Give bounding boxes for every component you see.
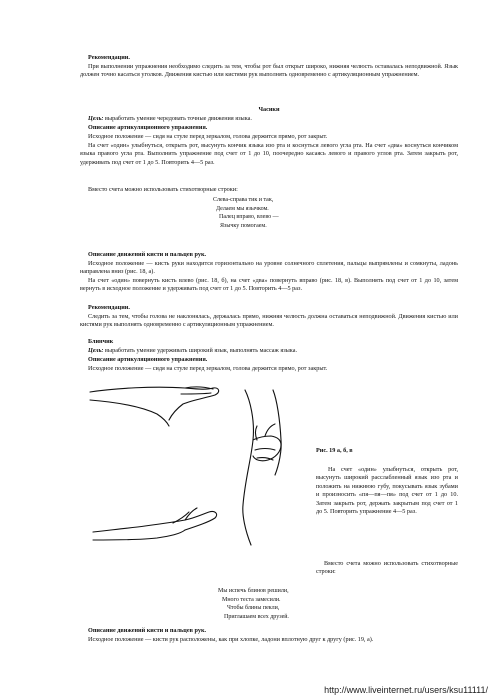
chasiki-goal xyxy=(88,115,252,123)
goal-text: выработать умение чередовать точные движения языка. xyxy=(105,115,252,122)
chasiki-hands-title: Описание движений кисти и пальцев рук. xyxy=(88,251,207,258)
chasiki-p2: На счет «один» улыбнуться, открыть рот, высунуть кончик языка изо рта и коснуться левого угла рта. На счет «два» коснуться кончиком языка правого угла рта. Выполнить упражнение под счет от 1 до 10, поочередно касаясь левого и правого углов рта. Затем закрыть рот, удерживать под счет от 1 до 5. Повторить 4—5 раз. xyxy=(80,142,458,166)
poem-line: Язычку помогаем. xyxy=(220,222,267,229)
flat-hand-palm xyxy=(90,400,169,426)
blinchik-artic-title: Описание артикуляционного упражнения. xyxy=(88,356,208,363)
blinchik-goal xyxy=(88,347,297,355)
poem-line: Палец вправо, влево — xyxy=(219,214,279,221)
poem-line: Делаем мы язычком. xyxy=(216,205,269,212)
blinchik-poem xyxy=(218,587,289,621)
section-title-chasiki: Часики xyxy=(258,106,280,113)
goal-label: Цель: xyxy=(88,115,104,122)
section-title-blinchik: Блинчик xyxy=(88,338,114,345)
flat-hand-outline xyxy=(90,387,219,420)
hands-illustration xyxy=(85,380,310,580)
bent-hand-outline xyxy=(93,511,217,532)
poem-line: Чтобы блины пекли, xyxy=(227,605,280,612)
chasiki-poem xyxy=(213,196,279,230)
chasiki-artic-title: Описание артикуляционного упражнения. xyxy=(88,124,208,131)
blinchik-side-text: На счет «один» улыбнуться, открыть рот, высунуть широкий расслабленный язык изо рта и положить на нижнюю губу, покусывать язык зубами и произносить «пя—пя—пя» под счет от 1 до 10. Затем закрыть рот, держать закрытым под счет от 1 до 5. Повторить упражнение 4—5 раз. xyxy=(316,466,458,516)
goal-label: Цель: xyxy=(88,347,104,354)
rec1-text: При выполнении упражнения необходимо следить за тем, чтобы рот был открыт широко, нижняя челюсть оставалась неподвижной. Язык должен точно касаться уголков. Движения кистью или кистями рук выполнять одновременно с артикуляционным упражнением. xyxy=(80,63,458,79)
goal-text: выработать умение удерживать широкий язык, выполнять массаж языка. xyxy=(105,347,298,354)
poem-line: Приглашаем всех друзей. xyxy=(224,613,289,620)
chasiki-p6: Следить за тем, чтобы голова не наклонялась, держалась прямо, нижняя челюсть должна оставаться неподвижной. Движения кистью или кистями рук выполнять одновременно с артикуляционным упражнением. xyxy=(80,313,458,329)
poem-line: Мы испечь блинов решили, xyxy=(218,588,289,594)
poem-line: Много теста замесили. xyxy=(222,596,281,603)
chasiki-rec-title: Рекомендации. xyxy=(88,304,130,311)
chasiki-p4: Исходное положение — кисть руки находится горизонтально на уровне солнечного сплетения, пальцы выпрямлены и сомкнуты, ладонь направлена вниз (рис. 18, а). xyxy=(80,260,458,276)
raised-hand-arm xyxy=(243,390,254,545)
blinchik-hands-title: Описание движений кисти и пальцев рук. xyxy=(88,627,207,634)
chasiki-p5: На счет «один» повернуть кисть влево (рис. 18, б), на счет «два» повернуть вправо (рис. 18, в). Выполнять под счет от 1 до 10, затем вернуть в исходное положение и удерживать под счет от 1 до 5. Повторить 4—5 раз. xyxy=(80,277,458,293)
blinchik-p2: Исходное положение — кисти рук расположены, как при хлопке, ладони вплотную друг к другу (рис. 19, а). xyxy=(88,636,374,643)
watermark-url: http://www.liveinternet.ru/users/ksu11111/ xyxy=(324,685,488,695)
poem-line: Слева-справа тик и так, xyxy=(213,197,274,203)
chasiki-p3: Вместо счета можно использовать стихотворные строки: xyxy=(88,186,238,193)
blinchik-side-text-2: Вместо счета можно использовать стихотворные строки: xyxy=(316,560,458,576)
chasiki-p1: Исходное положение — сидя на стуле перед зеркалом, голова держится прямо, рот закрыт. xyxy=(88,133,328,140)
rec1-title: Рекомендации. xyxy=(88,54,130,61)
blinchik-p1: Исходное положение — сидя на стуле перед зеркалом, голова держится прямо, рот закрыт. xyxy=(88,365,328,372)
figure-caption: Рис. 19 а, б, в xyxy=(316,447,353,454)
